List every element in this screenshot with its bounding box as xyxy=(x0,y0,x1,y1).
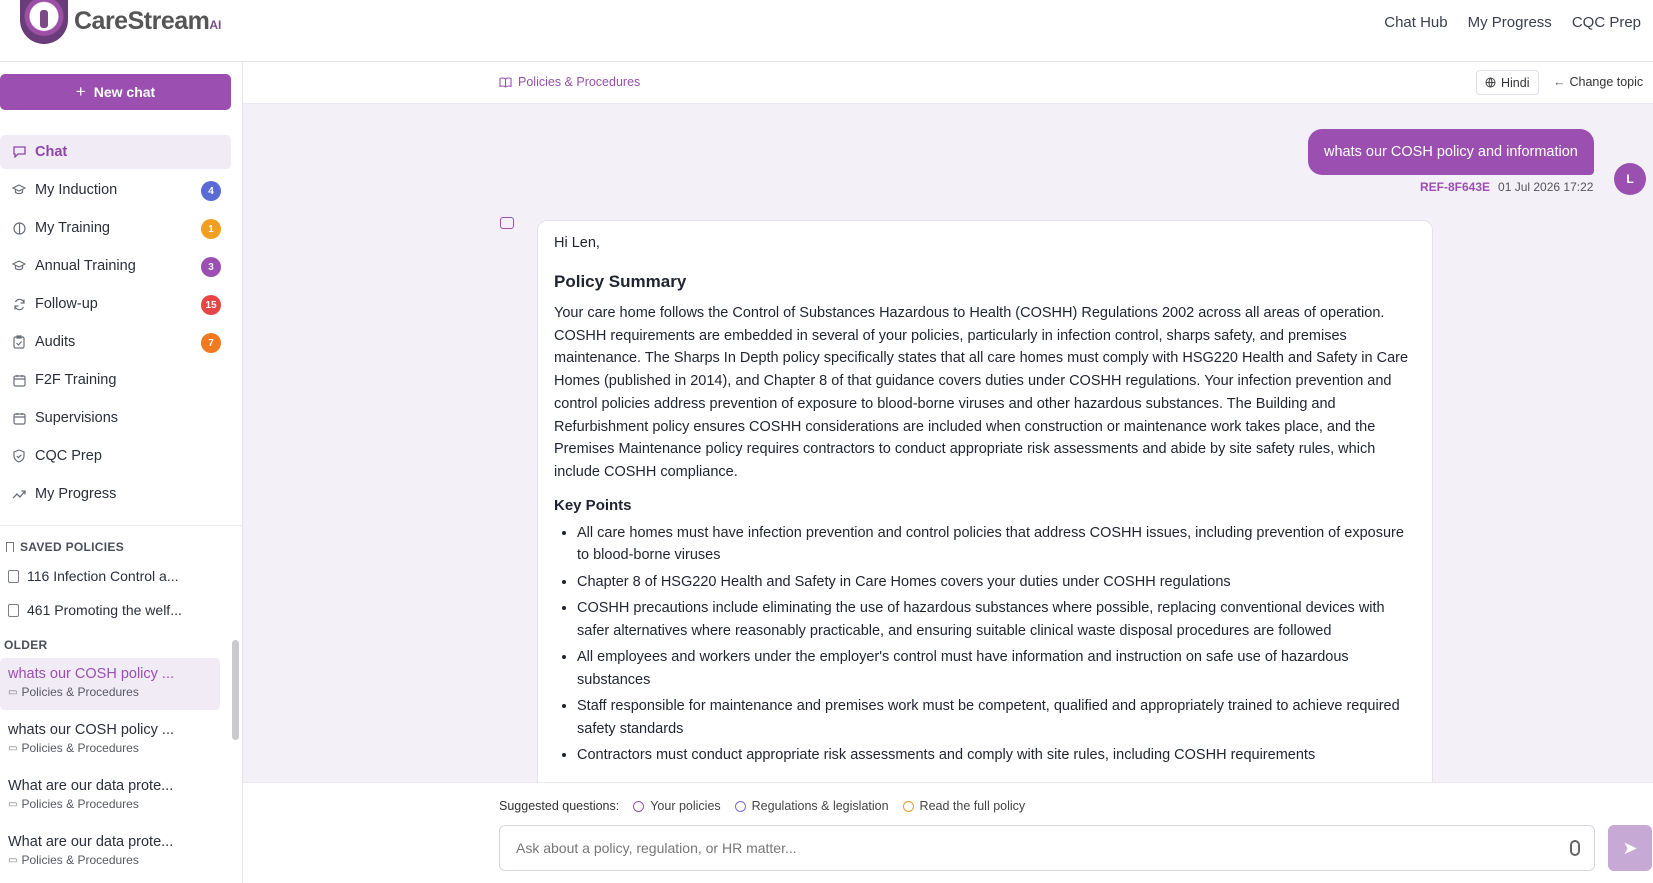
list-item: • Contractors must conduct appropriate risk assessments and comply with site rules, including COSHH requirements xyxy=(577,744,1416,767)
circle-icon xyxy=(633,801,644,812)
clipboard-icon xyxy=(12,335,26,349)
sidebar-scrollbar[interactable] xyxy=(232,640,239,740)
sidebar xyxy=(0,62,243,883)
sidebar-item-label: CQC Prep xyxy=(35,448,102,464)
send-button[interactable] xyxy=(1608,825,1652,871)
brain-icon xyxy=(12,221,26,235)
circle-icon xyxy=(903,801,914,812)
tree-logo-icon xyxy=(20,0,68,44)
sidebar-item-label: Follow-up xyxy=(35,296,98,312)
list-item: • COSHH precautions include eliminating the use of hazardous substances where possible, replacing conventional devices with safer alternatives where reasonably practicable, and ensuring suitable clinical waste disposal procedures are followed xyxy=(577,597,1416,642)
sidebar-item-f2f-training[interactable] xyxy=(0,363,231,397)
list-item: • Staff responsible for maintenance and premises work must be competent, qualified and appropriately trained to achieve required safety standards xyxy=(577,695,1416,740)
book-icon xyxy=(499,77,512,88)
calendar-icon xyxy=(12,411,26,425)
new-chat-label: New chat xyxy=(93,84,156,100)
chat-history-item[interactable]: What are our data prote... ▭ Policies & Procedures xyxy=(8,778,174,811)
app-header xyxy=(0,0,1653,62)
sidebar-item-label: My Induction xyxy=(35,182,118,198)
sidebar-nav xyxy=(0,135,231,515)
training-count-badge: 1 xyxy=(201,219,221,239)
induction-count-badge: 4 xyxy=(201,181,221,201)
brand-name: CareStream xyxy=(74,6,210,35)
saved-policies-heading: SAVED POLICIES xyxy=(6,540,124,554)
globe-icon xyxy=(1485,77,1496,88)
annual-count-badge: 3 xyxy=(201,257,221,277)
suggested-label: Suggested questions: xyxy=(499,799,620,813)
suggestion-chip[interactable]: Regulations & legislation xyxy=(735,799,889,813)
saved-policy-item[interactable]: 116 Infection Control a... xyxy=(8,568,179,584)
sidebar-item-chat[interactable] xyxy=(0,135,231,169)
user-avatar[interactable]: L xyxy=(1614,163,1646,195)
send-icon: ➤ xyxy=(1622,837,1638,858)
key-points-list xyxy=(554,522,1416,767)
list-item: • Chapter 8 of HSG220 Health and Safety in Care Homes covers your duties under COSHH regulations xyxy=(577,571,1416,594)
assistant-chat-icon xyxy=(500,217,514,229)
saved-policy-item[interactable]: 461 Promoting the welf... xyxy=(8,602,182,618)
greeting: Hi Len, xyxy=(554,235,600,251)
language-button[interactable]: Hindi xyxy=(1476,70,1539,95)
suggestion-chip[interactable]: Your policies xyxy=(633,799,720,813)
topnav-chat-hub[interactable]: Chat Hub xyxy=(1384,14,1448,31)
circle-icon xyxy=(735,801,746,812)
sidebar-item-label: Supervisions xyxy=(35,410,119,426)
message-input[interactable]: Ask about a policy, regulation, or HR matter... xyxy=(499,825,1595,871)
current-topic[interactable]: Policies & Procedures xyxy=(499,75,640,89)
graduation-cap-icon xyxy=(12,183,26,197)
book-icon: ▭ xyxy=(8,854,18,866)
book-icon: ▭ xyxy=(8,798,18,810)
summary-text: Your care home follows the Control of Substances Hazardous to Health (COSHH) Regulations 2002 across all areas of operation. COSHH requirements are embedded in several of your policies, particularly in infection control, sharps safety, and premises maintenance. The Sharps In Depth policy specifically states that all care homes must comply with HSG220 Health and Safety in Care Homes (published in 2014), and Chapter 8 of that guidance covers duties under COSHH regulations. Your infection prevention and control policies address prevention of exposure to blood-borne viruses and other hazardous substances. The Building and Refurbishment policy ensures COSHH considerations are included when construction or maintenance work takes place, and the Premises Maintenance policy requires contractors to conduct appropriate risk assessments and abide by site safety rules, which include COSHH compliance. xyxy=(554,305,1409,480)
sidebar-item-label: Annual Training xyxy=(35,258,136,274)
key-points-heading: Key Points xyxy=(554,496,632,514)
older-heading: OLDER xyxy=(4,638,48,652)
suggested-questions xyxy=(499,799,1025,813)
suggestion-chip[interactable]: Read the full policy xyxy=(903,799,1026,813)
chat-main xyxy=(243,62,1653,883)
microphone-icon[interactable] xyxy=(1570,840,1580,856)
message-meta xyxy=(1420,180,1593,194)
document-icon xyxy=(8,570,19,583)
change-topic-button[interactable]: ← Change topic xyxy=(1553,75,1644,89)
summary-heading: Policy Summary xyxy=(554,272,687,291)
sidebar-item-label: Audits xyxy=(35,334,76,350)
sidebar-item-my-progress[interactable] xyxy=(0,477,231,511)
book-icon: ▭ xyxy=(8,686,18,698)
chat-icon xyxy=(12,145,26,159)
sidebar-item-my-induction[interactable] xyxy=(0,173,231,207)
plus-icon: + xyxy=(75,82,86,101)
composer xyxy=(243,782,1653,883)
top-navigation xyxy=(1384,14,1641,31)
sidebar-item-audits[interactable] xyxy=(0,325,231,359)
topnav-my-progress[interactable]: My Progress xyxy=(1467,14,1552,31)
trend-icon xyxy=(12,487,26,501)
topnav-cqc-prep[interactable]: CQC Prep xyxy=(1571,14,1641,31)
message-timestamp: 01 Jul 2026 17:22 xyxy=(1498,180,1594,194)
arrow-left-icon: ← xyxy=(1553,75,1566,89)
audits-count-badge: 7 xyxy=(201,333,221,353)
sidebar-item-annual-training[interactable] xyxy=(0,249,231,283)
chat-history-item[interactable]: What are our data prote... ▭ Policies & Procedures xyxy=(8,834,174,867)
document-icon xyxy=(8,604,19,617)
user-message-bubble: whats our COSH policy and information xyxy=(1308,129,1594,175)
sidebar-item-supervisions[interactable] xyxy=(0,401,231,435)
graduation-cap-icon xyxy=(12,259,26,273)
sidebar-item-label: F2F Training xyxy=(35,372,117,388)
list-item: • All care homes must have infection prevention and control policies that address COSHH issues, including prevention of exposure to blood-borne viruses xyxy=(577,522,1416,567)
chat-history-item[interactable]: whats our COSH policy ... ▭ Policies & Procedures xyxy=(8,722,174,755)
calendar-icon xyxy=(12,373,26,387)
sidebar-item-my-training[interactable] xyxy=(0,211,231,245)
new-chat-button[interactable] xyxy=(0,74,231,110)
sidebar-item-label: My Progress xyxy=(35,486,117,502)
follow-up-count-badge: 15 xyxy=(201,295,221,315)
sidebar-divider xyxy=(0,525,243,526)
assistant-message-card xyxy=(537,220,1433,860)
bookmark-icon xyxy=(6,542,14,552)
chat-history-item[interactable]: whats our COSH policy ... ▭ Policies & Procedures xyxy=(0,658,220,710)
shield-icon xyxy=(12,449,26,463)
sidebar-item-follow-up[interactable] xyxy=(0,287,231,321)
list-item: • All employees and workers under the employer's control must have information and instruction on safe use of hazardous substances xyxy=(577,646,1416,691)
brand-logo[interactable] xyxy=(20,0,221,46)
brand-suffix: AI xyxy=(209,17,222,32)
sidebar-item-cqc-prep[interactable] xyxy=(0,439,231,473)
book-icon: ▭ xyxy=(8,742,18,754)
sidebar-item-label: Chat xyxy=(35,144,68,160)
sidebar-item-label: My Training xyxy=(35,220,110,236)
refresh-icon xyxy=(12,297,26,311)
topic-bar xyxy=(243,62,1653,104)
message-ref[interactable]: REF-8F643E xyxy=(1420,180,1491,194)
